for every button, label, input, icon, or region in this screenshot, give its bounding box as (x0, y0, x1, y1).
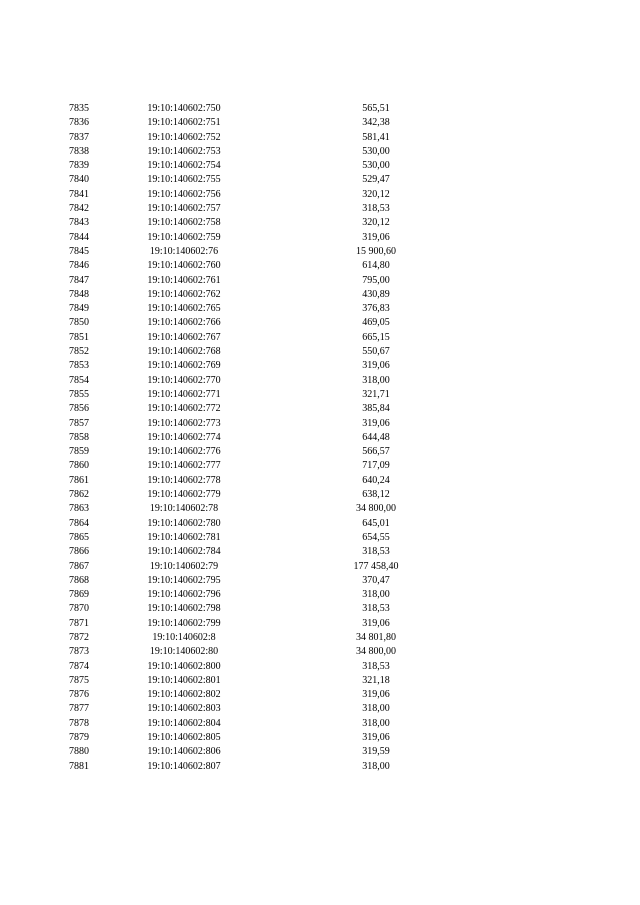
table-row (0, 245, 640, 259)
cadastral-number-cell: 19:10:140602:779 (147, 489, 221, 501)
cadastral-number-cell: 19:10:140602:770 (147, 374, 221, 386)
row-number-cell: 7865 (69, 531, 89, 543)
row-number-cell: 7854 (69, 374, 89, 386)
row-number-cell: 7871 (69, 617, 89, 629)
table-row (0, 760, 640, 774)
cadastral-number-cell: 19:10:140602:772 (147, 403, 221, 415)
cadastral-number-cell: 19:10:140602:765 (147, 303, 221, 315)
cadastral-number-cell: 19:10:140602:756 (147, 188, 221, 200)
table-row (0, 173, 640, 187)
value-cell: 319,06 (362, 417, 390, 429)
cadastral-number-cell: 19:10:140602:802 (147, 689, 221, 701)
value-cell: 318,00 (362, 703, 390, 715)
table-row (0, 502, 640, 516)
row-number-cell: 7845 (69, 245, 89, 257)
cadastral-number-cell: 19:10:140602:753 (147, 145, 221, 157)
cadastral-number-cell: 19:10:140602:758 (147, 217, 221, 229)
value-cell: 665,15 (362, 331, 390, 343)
table-row (0, 717, 640, 731)
row-number-cell: 7858 (69, 431, 89, 443)
value-cell: 717,09 (362, 460, 390, 472)
table-row (0, 459, 640, 473)
cadastral-number-cell: 19:10:140602:805 (147, 732, 221, 744)
row-number-cell: 7862 (69, 489, 89, 501)
cadastral-number-cell: 19:10:140602:806 (147, 746, 221, 758)
cadastral-number-cell: 19:10:140602:76 (149, 245, 219, 257)
table-row (0, 131, 640, 145)
cadastral-number-cell: 19:10:140602:755 (147, 174, 221, 186)
table-row (0, 374, 640, 388)
table-row (0, 545, 640, 559)
row-number-cell: 7879 (69, 732, 89, 744)
row-number-cell: 7857 (69, 417, 89, 429)
value-cell: 385,84 (362, 403, 390, 415)
row-number-cell: 7841 (69, 188, 89, 200)
cadastral-number-cell: 19:10:140602:801 (147, 674, 221, 686)
value-cell: 318,00 (362, 374, 390, 386)
table-row (0, 588, 640, 602)
table-row (0, 188, 640, 202)
value-cell: 566,57 (362, 446, 390, 458)
table-row (0, 531, 640, 545)
table-row (0, 259, 640, 273)
cadastral-number-cell: 19:10:140602:771 (147, 388, 221, 400)
cadastral-number-cell: 19:10:140602:784 (147, 546, 221, 558)
row-number-cell: 7869 (69, 589, 89, 601)
row-number-cell: 7852 (69, 346, 89, 358)
table-row (0, 602, 640, 616)
value-cell: 318,00 (362, 717, 390, 729)
table-row (0, 474, 640, 488)
cadastral-number-cell: 19:10:140602:807 (147, 760, 221, 772)
row-number-cell: 7855 (69, 388, 89, 400)
row-number-cell: 7870 (69, 603, 89, 615)
cadastral-number-cell: 19:10:140602:780 (147, 517, 221, 529)
row-number-cell: 7846 (69, 260, 89, 272)
value-cell: 430,89 (362, 288, 390, 300)
value-cell: 640,24 (362, 474, 390, 486)
value-cell: 319,06 (362, 732, 390, 744)
table-row (0, 345, 640, 359)
value-cell: 318,53 (362, 546, 390, 558)
value-cell: 34 801,80 (356, 631, 396, 643)
cadastral-number-cell: 19:10:140602:751 (147, 117, 221, 129)
row-number-cell: 7843 (69, 217, 89, 229)
value-cell: 530,00 (362, 145, 390, 157)
row-number-cell: 7864 (69, 517, 89, 529)
row-number-cell: 7842 (69, 203, 89, 215)
row-number-cell: 7835 (69, 103, 89, 114)
row-number-cell: 7861 (69, 474, 89, 486)
row-number-cell: 7860 (69, 460, 89, 472)
cadastral-number-cell: 19:10:140602:762 (147, 288, 221, 300)
cadastral-number-cell: 19:10:140602:778 (147, 474, 221, 486)
row-number-cell: 7868 (69, 574, 89, 586)
table-row (0, 116, 640, 130)
value-cell: 318,53 (362, 660, 390, 672)
row-number-cell: 7866 (69, 546, 89, 558)
value-cell: 318,53 (362, 603, 390, 615)
row-number-cell: 7878 (69, 717, 89, 729)
value-cell: 320,12 (362, 217, 390, 229)
row-number-cell: 7880 (69, 746, 89, 758)
cadastral-number-cell: 19:10:140602:795 (147, 574, 221, 586)
row-number-cell: 7851 (69, 331, 89, 343)
cadastral-number-cell: 19:10:140602:776 (147, 446, 221, 458)
table-row (0, 316, 640, 330)
table-row (0, 359, 640, 373)
value-cell: 530,00 (362, 160, 390, 172)
table-row (0, 431, 640, 445)
value-cell: 34 800,00 (356, 646, 396, 658)
value-cell: 319,59 (362, 746, 390, 758)
row-number-cell: 7838 (69, 145, 89, 157)
value-cell: 15 900,60 (356, 245, 396, 257)
table-row (0, 660, 640, 674)
table-row (0, 617, 640, 631)
table-row (0, 745, 640, 759)
cadastral-number-cell: 19:10:140602:768 (147, 346, 221, 358)
table-row (0, 731, 640, 745)
table-row (0, 202, 640, 216)
value-cell: 318,00 (362, 760, 390, 772)
row-number-cell: 7837 (69, 131, 89, 143)
cadastral-number-cell: 19:10:140602:761 (147, 274, 221, 286)
value-cell: 376,83 (362, 303, 390, 315)
table-row (0, 159, 640, 173)
data-table (0, 102, 640, 774)
row-number-cell: 7848 (69, 288, 89, 300)
value-cell: 319,06 (362, 689, 390, 701)
cadastral-number-cell: 19:10:140602:760 (147, 260, 221, 272)
row-number-cell: 7875 (69, 674, 89, 686)
table-row (0, 388, 640, 402)
cadastral-number-cell: 19:10:140602:8 (152, 631, 216, 643)
table-row (0, 302, 640, 316)
cadastral-number-cell: 19:10:140602:78 (149, 503, 219, 515)
table-row (0, 331, 640, 345)
row-number-cell: 7867 (69, 560, 89, 572)
cadastral-number-cell: 19:10:140602:799 (147, 617, 221, 629)
cadastral-number-cell: 19:10:140602:750 (147, 103, 221, 114)
row-number-cell: 7847 (69, 274, 89, 286)
value-cell: 529,47 (362, 174, 390, 186)
value-cell: 565,51 (362, 103, 390, 114)
cadastral-number-cell: 19:10:140602:800 (147, 660, 221, 672)
table-row (0, 417, 640, 431)
table-row (0, 488, 640, 502)
table-row (0, 231, 640, 245)
row-number-cell: 7877 (69, 703, 89, 715)
table-row (0, 517, 640, 531)
value-cell: 319,06 (362, 231, 390, 243)
value-cell: 321,18 (362, 674, 390, 686)
value-cell: 319,06 (362, 617, 390, 629)
value-cell: 645,01 (362, 517, 390, 529)
table-row (0, 102, 640, 116)
row-number-cell: 7844 (69, 231, 89, 243)
row-number-cell: 7839 (69, 160, 89, 172)
value-cell: 320,12 (362, 188, 390, 200)
row-number-cell: 7853 (69, 360, 89, 372)
table-row (0, 145, 640, 159)
table-row (0, 288, 640, 302)
table-row (0, 560, 640, 574)
table-row (0, 445, 640, 459)
table-row (0, 216, 640, 230)
value-cell: 318,00 (362, 589, 390, 601)
value-cell: 795,00 (362, 274, 390, 286)
row-number-cell: 7876 (69, 689, 89, 701)
cadastral-number-cell: 19:10:140602:80 (149, 646, 219, 658)
table-row (0, 402, 640, 416)
cadastral-number-cell: 19:10:140602:774 (147, 431, 221, 443)
cadastral-number-cell: 19:10:140602:804 (147, 717, 221, 729)
row-number-cell: 7849 (69, 303, 89, 315)
value-cell: 654,55 (362, 531, 390, 543)
cadastral-number-cell: 19:10:140602:754 (147, 160, 221, 172)
value-cell: 614,80 (362, 260, 390, 272)
cadastral-number-cell: 19:10:140602:777 (147, 460, 221, 472)
row-number-cell: 7840 (69, 174, 89, 186)
value-cell: 644,48 (362, 431, 390, 443)
cadastral-number-cell: 19:10:140602:759 (147, 231, 221, 243)
table-row (0, 674, 640, 688)
value-cell: 318,53 (362, 203, 390, 215)
table-row (0, 645, 640, 659)
row-number-cell: 7873 (69, 646, 89, 658)
value-cell: 321,71 (362, 388, 390, 400)
table-row (0, 274, 640, 288)
value-cell: 469,05 (362, 317, 390, 329)
table-row (0, 702, 640, 716)
cadastral-number-cell: 19:10:140602:79 (149, 560, 219, 572)
table-row (0, 688, 640, 702)
value-cell: 177 458,40 (353, 560, 399, 572)
cadastral-number-cell: 19:10:140602:796 (147, 589, 221, 601)
value-cell: 34 800,00 (356, 503, 396, 515)
value-cell: 370,47 (362, 574, 390, 586)
cadastral-number-cell: 19:10:140602:767 (147, 331, 221, 343)
cadastral-number-cell: 19:10:140602:798 (147, 603, 221, 615)
row-number-cell: 7881 (69, 760, 89, 772)
table-row (0, 631, 640, 645)
cadastral-number-cell: 19:10:140602:781 (147, 531, 221, 543)
cadastral-number-cell: 19:10:140602:752 (147, 131, 221, 143)
row-number-cell: 7874 (69, 660, 89, 672)
cadastral-number-cell: 19:10:140602:803 (147, 703, 221, 715)
value-cell: 319,06 (362, 360, 390, 372)
cadastral-number-cell: 19:10:140602:757 (147, 203, 221, 215)
row-number-cell: 7850 (69, 317, 89, 329)
value-cell: 550,67 (362, 346, 390, 358)
cadastral-number-cell: 19:10:140602:766 (147, 317, 221, 329)
cadastral-number-cell: 19:10:140602:773 (147, 417, 221, 429)
table-row (0, 574, 640, 588)
row-number-cell: 7856 (69, 403, 89, 415)
value-cell: 342,38 (362, 117, 390, 129)
row-number-cell: 7836 (69, 117, 89, 129)
row-number-cell: 7863 (69, 503, 89, 515)
value-cell: 638,12 (362, 489, 390, 501)
row-number-cell: 7872 (69, 631, 89, 643)
value-cell: 581,41 (362, 131, 390, 143)
row-number-cell: 7859 (69, 446, 89, 458)
cadastral-number-cell: 19:10:140602:769 (147, 360, 221, 372)
